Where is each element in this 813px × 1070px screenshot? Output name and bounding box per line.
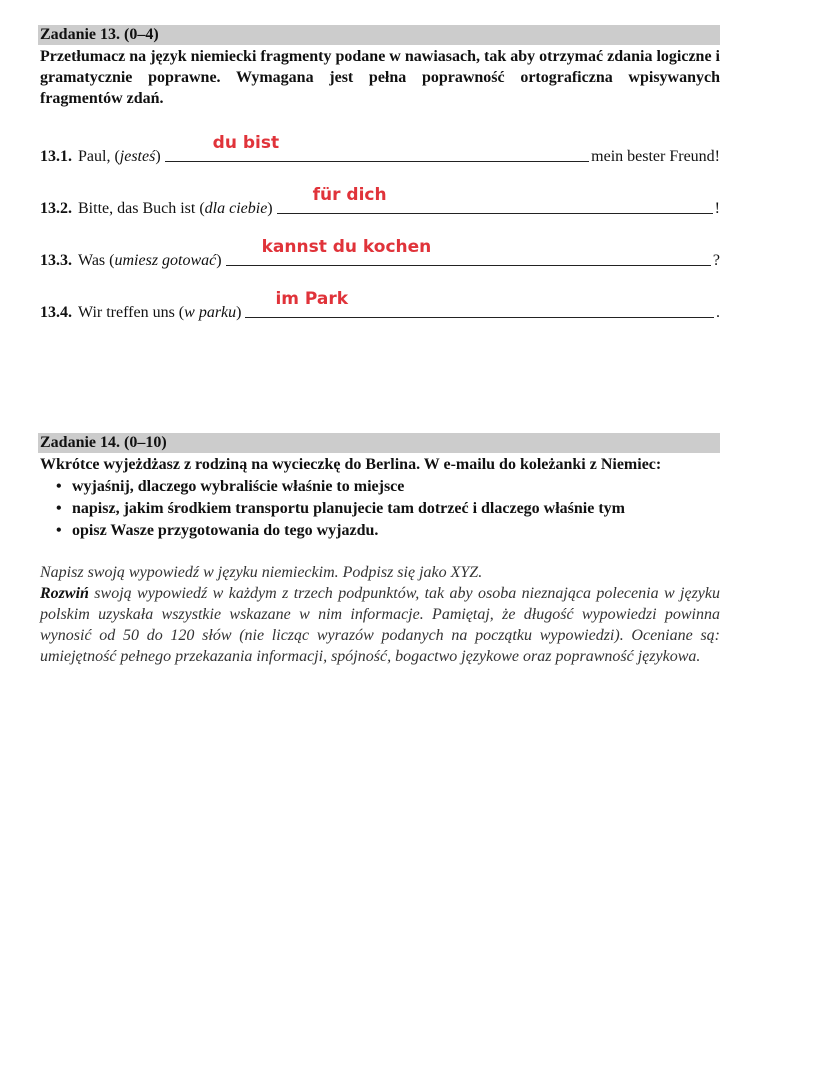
handwritten-answer: im Park [275,289,349,309]
handwritten-answer: für dich [312,185,387,205]
note-develop-bold: Rozwiń [40,585,89,602]
task14-section [38,433,720,667]
answer-blank[interactable] [226,237,711,266]
item-hint: w parku [184,304,237,321]
item-13-4 [38,289,720,353]
item-text-before: Wir treffen uns ( [78,304,185,321]
answer-blank[interactable] [277,185,713,214]
item-text-after-hint: ) [155,148,161,165]
handwritten-answer: kannst du kochen [261,237,432,257]
task14-bullets [38,476,720,542]
item-hint: dla ciebie [204,200,268,217]
bullet-item: • napisz, jakim środkiem transportu planujecie tam dotrzeć i dlaczego właśnie tym [72,498,720,520]
item-number: 13.3. [40,252,72,269]
task13-items [38,133,720,353]
bullet-item: • opisz Wasze przygotowania do tego wyjazdu. [72,520,720,542]
exam-page [38,0,720,667]
answer-blank[interactable] [245,289,714,318]
item-number: 13.4. [40,304,72,321]
note-develop [40,583,720,667]
note-signature: Napisz swoją wypowiedź w języku niemieckim. Podpisz się jako XYZ. [40,564,483,581]
item-text-end: . [716,304,720,321]
note-develop-text: swoją wypowiedź w każdym z trzech podpunktów, tak aby osoba nieznająca polecenia w języku polskim uzyskała wszystkie wskazane w nim informacje. Pamiętaj, że długość wypowiedzi powinna wynosić od 50 do 120 słów (nie licząc wyrazów podanych na początku wypowiedzi). Oceniane są: umiejętność pełnego przekazania informacji, spójność, bogactwo językowe oraz poprawność językowa. [40,585,720,665]
item-hint: jesteś [119,148,156,165]
handwritten-answer: du bist [212,133,280,153]
item-number: 13.1. [40,148,72,165]
bullet-item: • wyjaśnij, dlaczego wybraliście właśnie to miejsce [72,476,720,498]
item-text-after-hint: ) [267,200,273,217]
task14-header: Zadanie 14. (0–10) [38,433,720,453]
answer-blank[interactable] [165,133,589,162]
item-text-end: ? [712,252,720,269]
item-text-before: Was ( [78,252,115,269]
item-text-end: mein bester Freund! [591,148,720,165]
item-text-after-hint: ) [216,252,222,269]
item-13-3 [38,237,720,301]
item-text-before: Paul, ( [78,148,120,165]
item-text-end: ! [714,200,720,217]
task13-header: Zadanie 13. (0–4) [38,25,720,45]
item-number: 13.2. [40,200,72,217]
item-text-after-hint: ) [236,304,242,321]
task13-instruction: Przetłumacz na język niemiecki fragmenty podane w nawiasach, tak aby otrzymać zdania logiczne i gramatycznie poprawne. Wymagana jest pełna poprawność ortograficzna wpisywanych fragmentów zdań. [40,48,720,107]
task14-notes [40,562,720,667]
item-text-before: Bitte, das Buch ist ( [78,200,205,217]
task14-instruction: Wkrótce wyjeżdżasz z rodziną na wycieczkę do Berlina. W e-mailu do koleżanki z Niemiec: [40,456,662,473]
item-hint: umiesz gotować [114,252,217,269]
